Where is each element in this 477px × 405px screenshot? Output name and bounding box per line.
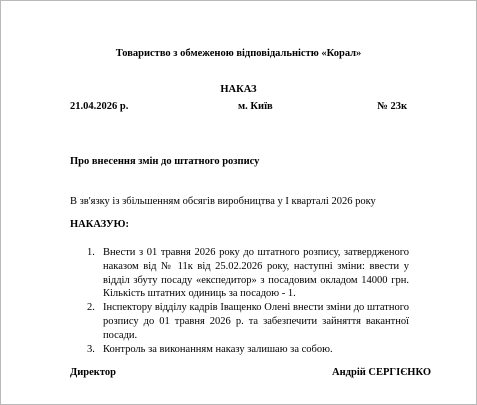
order-item-text: Внести з 01 травня 2026 року до штатного розпису, затвердженого наказом від № 11к від 25.02.2026 року, наступні зміни: ввести у відділ збуту посаду «експедитор» з посадовим окладом 14000 грн. Кількість штатних одиниць за посадою - 1. — [103, 247, 409, 300]
order-item — [87, 343, 409, 357]
order-item — [87, 246, 409, 301]
company-name: Товариство з обмеженою відповідальністю «Корал» — [115, 48, 362, 59]
order-date: 21.04.2026 р. — [70, 101, 129, 112]
order-item-number: 3. — [87, 343, 95, 355]
order-subject: Про внесення змін до штатного розпису — [70, 156, 260, 167]
signature-row — [70, 367, 431, 381]
document-type-heading: НАКАЗ — [220, 84, 257, 95]
order-number: № 23к — [377, 101, 407, 112]
order-item-text: Контроль за виконанням наказу залишаю за собою. — [103, 343, 333, 355]
signatory-position: Директор — [70, 367, 116, 378]
order-meta-row — [70, 101, 407, 115]
order-preamble: В зв'язку із збільшенням обсягів виробництва у І кварталі 2026 року — [70, 196, 376, 207]
order-item-text: Інспектору відділу кадрів Іващенко Олені внести зміни до штатного розпису до 01 травня 2026 р. та забезпечити зайняття вакантної посади. — [103, 302, 409, 341]
order-item-number: 1. — [87, 247, 95, 258]
signatory-name: Андрій СЕРГІЄНКО — [332, 367, 431, 378]
order-item — [87, 301, 409, 342]
order-directive-word: НАКАЗУЮ: — [70, 219, 129, 230]
order-city: м. Київ — [238, 101, 273, 112]
order-items-list — [87, 246, 409, 356]
order-item-number: 2. — [87, 302, 95, 314]
